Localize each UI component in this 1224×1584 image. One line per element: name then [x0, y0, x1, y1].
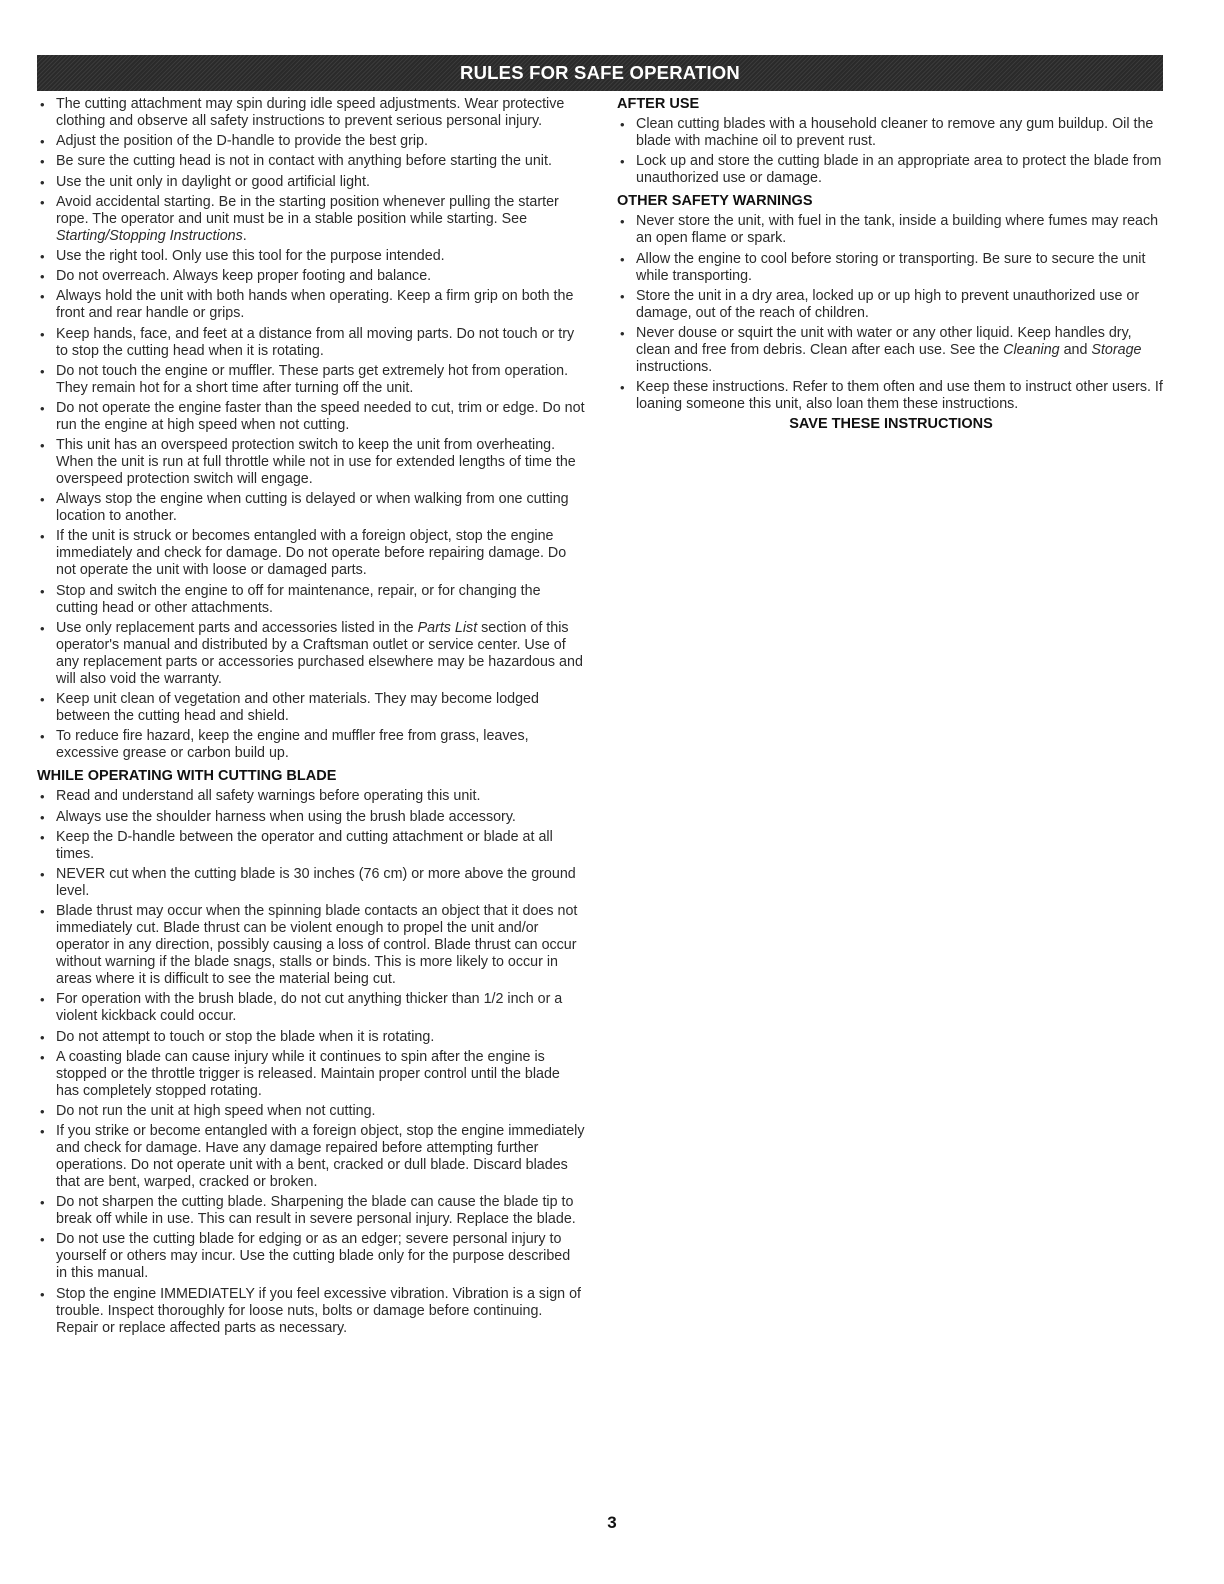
list-item — [617, 251, 1165, 285]
item-text: Do not overreach. Always keep proper footing and balance. — [56, 268, 432, 285]
list-item — [37, 194, 585, 245]
list-item — [37, 363, 585, 397]
list-item — [37, 809, 585, 826]
item-text: Never store the unit, with fuel in the tank, inside a building where fumes may reach an open flame or spark. — [636, 213, 1159, 247]
list-item — [617, 325, 1165, 376]
item-text: Keep hands, face, and feet at a distance from all moving parts. Do not touch or try to stop the cutting head when it is rotating. — [56, 325, 575, 359]
list-item — [37, 268, 585, 285]
item-text: To reduce fire hazard, keep the engine and muffler free from grass, leaves, excessive grease or carbon build up. — [56, 728, 529, 762]
reference-text: Storage — [1091, 341, 1142, 358]
other-warnings-heading: OTHER SAFETY WARNINGS — [617, 193, 813, 210]
cutting-blade-rules-list — [37, 788, 585, 1336]
item-text: . — [242, 227, 247, 244]
list-item — [37, 583, 585, 617]
list-item — [617, 116, 1165, 150]
item-text: Do not use the cutting blade for edging or as an edger; severe personal injury to yourself or others may incur. Use the cutting blade only for the purpose described in this manual. — [56, 1231, 571, 1282]
item-text: Always stop the engine when cutting is delayed or when walking from one cutting location to another. — [56, 491, 569, 525]
item-text: Adjust the position of the D-handle to provide the best grip. — [56, 133, 428, 150]
item-text: NEVER cut when the cutting blade is 30 inches (76 cm) or more above the ground level. — [56, 865, 576, 899]
list-item — [37, 1194, 585, 1228]
item-text: Never douse or squirt the unit with water or any other liquid. Keep handles dry, clean and free from debris. Clean after each use. See the — [636, 324, 1132, 358]
list-item — [37, 248, 585, 265]
banner-title: RULES FOR SAFE OPERATION — [460, 62, 740, 83]
item-text: Store the unit in a dry area, locked up or up high to prevent unauthorized use or damage, out of the reach of children. — [636, 287, 1140, 321]
after-use-heading: AFTER USE — [617, 96, 700, 112]
list-item — [37, 153, 585, 170]
item-text: Clean cutting blades with a household cleaner to remove any gum buildup. Oil the blade with machine oil to prevent rust. — [636, 116, 1154, 149]
general-rules-list — [37, 96, 585, 762]
list-item — [37, 326, 585, 360]
list-item — [37, 788, 585, 805]
item-text: Read and understand all safety warnings before operating this unit. — [56, 788, 481, 805]
item-text: Use the unit only in daylight or good artificial light. — [56, 173, 370, 190]
item-text: and — [1059, 341, 1092, 358]
list-item — [37, 991, 585, 1025]
section-banner — [37, 55, 1163, 91]
item-text: Use only replacement parts and accessories listed in the — [56, 619, 418, 636]
item-text: This unit has an overspeed protection switch to keep the unit from overheating. When the unit is run at full throttle while not in use for extended lengths of time the overspeed protection switch will engage. — [56, 437, 576, 488]
item-text: For operation with the brush blade, do not cut anything thicker than 1/2 inch or a violent kickback could occur. — [56, 991, 563, 1025]
list-item — [37, 691, 585, 725]
item-text: Avoid accidental starting. Be in the starting position whenever pulling the starter rope. The operator and unit must be in a stable position while starting. See — [56, 193, 559, 227]
item-text: Always hold the unit with both hands when operating. Keep a firm grip on both the front and rear handle or grips. — [56, 288, 574, 322]
page-number: 3 — [607, 1513, 617, 1532]
item-text: Do not touch the engine or muffler. These parts get extremely hot from operation. They remain hot for a short time after turning off the unit. — [56, 362, 569, 396]
item-text: Do not sharpen the cutting blade. Sharpening the blade can cause the blade tip to break off while in use. This can result in severe personal injury. Replace the blade. — [56, 1194, 576, 1228]
list-item — [37, 133, 585, 150]
list-item — [37, 1049, 585, 1100]
item-text: section of this operator's manual and distributed by a Craftsman outlet or service center. Use of any replacement parts or accessories purchased elsewhere may be hazardous and will also void the warranty. — [56, 619, 583, 687]
right-column — [617, 96, 1165, 433]
list-item — [37, 1286, 585, 1337]
list-item — [37, 1103, 585, 1120]
item-text: A coasting blade can cause injury while it continues to spin after the engine is stopped or the throttle trigger is released. Maintain proper control until the blade has completely stopped rotating. — [56, 1048, 560, 1099]
item-text: Do not operate the engine faster than the speed needed to cut, trim or edge. Do not run the engine at high speed when not cutting. — [56, 399, 585, 433]
item-text: Allow the engine to cool before storing or transporting. Be sure to secure the unit while transporting. — [636, 250, 1146, 284]
list-item — [37, 528, 585, 579]
item-text: If the unit is struck or becomes entangled with a foreign object, stop the engine immediately and check for damage. Do not operate before repairing damage. Do not operate the unit with loose or damaged parts. — [56, 528, 567, 579]
item-text: Be sure the cutting head is not in contact with anything before starting the unit. — [56, 153, 552, 170]
reference-text: Starting/Stopping Instructions — [56, 227, 243, 244]
list-item — [37, 829, 585, 863]
item-text: Do not run the unit at high speed when not cutting. — [56, 1102, 376, 1119]
list-item — [617, 213, 1165, 247]
list-item — [37, 491, 585, 525]
item-text: Stop and switch the engine to off for maintenance, repair, or for changing the cutting head or other attachments. — [56, 582, 541, 616]
left-column — [37, 96, 585, 1340]
list-item — [37, 288, 585, 322]
reference-text: Parts List — [417, 619, 478, 636]
list-item — [37, 728, 585, 762]
list-item — [617, 288, 1165, 322]
item-text: Stop the engine IMMEDIATELY if you feel excessive vibration. Vibration is a sign of trouble. Inspect thoroughly for loose nuts, bolts or damage before continuing. Repair or replace affected parts as necessary. — [56, 1285, 582, 1336]
list-item — [37, 400, 585, 434]
reference-text: Cleaning — [1003, 341, 1060, 358]
item-text: Lock up and store the cutting blade in an appropriate area to protect the blade from unauthorized use or damage. — [636, 153, 1162, 187]
item-text: instructions. — [636, 358, 713, 375]
item-text: If you strike or become entangled with a foreign object, stop the engine immediately and check for damage. Have any damage repaired before attempting further operations. Do not operate unit with a bent, cracked or dull blade. Discard blades that are bent, warped, cracked or broken. — [56, 1123, 585, 1191]
item-text: Blade thrust may occur when the spinning blade contacts an object that it does not immediately cut. Blade thrust can be violent enough to propel the unit and/or operator in any direction, possibly causing a loss of control. Blade thrust can occur without warning if the blade snags, stalls or binds. This is more likely to occur in areas where it is difficult to see the material being cut. — [56, 903, 578, 988]
item-text: Use the right tool. Only use this tool for the purpose intended. — [56, 247, 445, 264]
after-use-list — [617, 116, 1165, 187]
item-text: The cutting attachment may spin during idle speed adjustments. Wear protective clothing and observe all safety instructions to prevent serious personal injury. — [56, 96, 565, 129]
list-item — [37, 1029, 585, 1046]
cutting-blade-heading: WHILE OPERATING WITH CUTTING BLADE — [37, 768, 337, 785]
list-item — [37, 1231, 585, 1282]
list-item — [617, 153, 1165, 187]
list-item — [37, 96, 585, 130]
list-item — [37, 1123, 585, 1191]
list-item — [617, 379, 1165, 413]
item-text: Keep unit clean of vegetation and other materials. They may become lodged between the cutting head and shield. — [56, 691, 539, 724]
list-item — [37, 174, 585, 191]
list-item — [37, 437, 585, 488]
list-item — [37, 620, 585, 688]
save-instructions-note: SAVE THESE INSTRUCTIONS — [789, 416, 993, 433]
other-warnings-list — [617, 213, 1165, 413]
item-text: Do not attempt to touch or stop the blade when it is rotating. — [56, 1028, 435, 1045]
list-item — [37, 903, 585, 988]
item-text: Keep the D-handle between the operator and cutting attachment or blade at all times. — [56, 828, 553, 862]
list-item — [37, 866, 585, 900]
item-text: Always use the shoulder harness when using the brush blade accessory. — [56, 808, 516, 825]
item-text: Keep these instructions. Refer to them often and use them to instruct other users. If loaning someone this unit, also loan them these instructions. — [636, 379, 1163, 413]
